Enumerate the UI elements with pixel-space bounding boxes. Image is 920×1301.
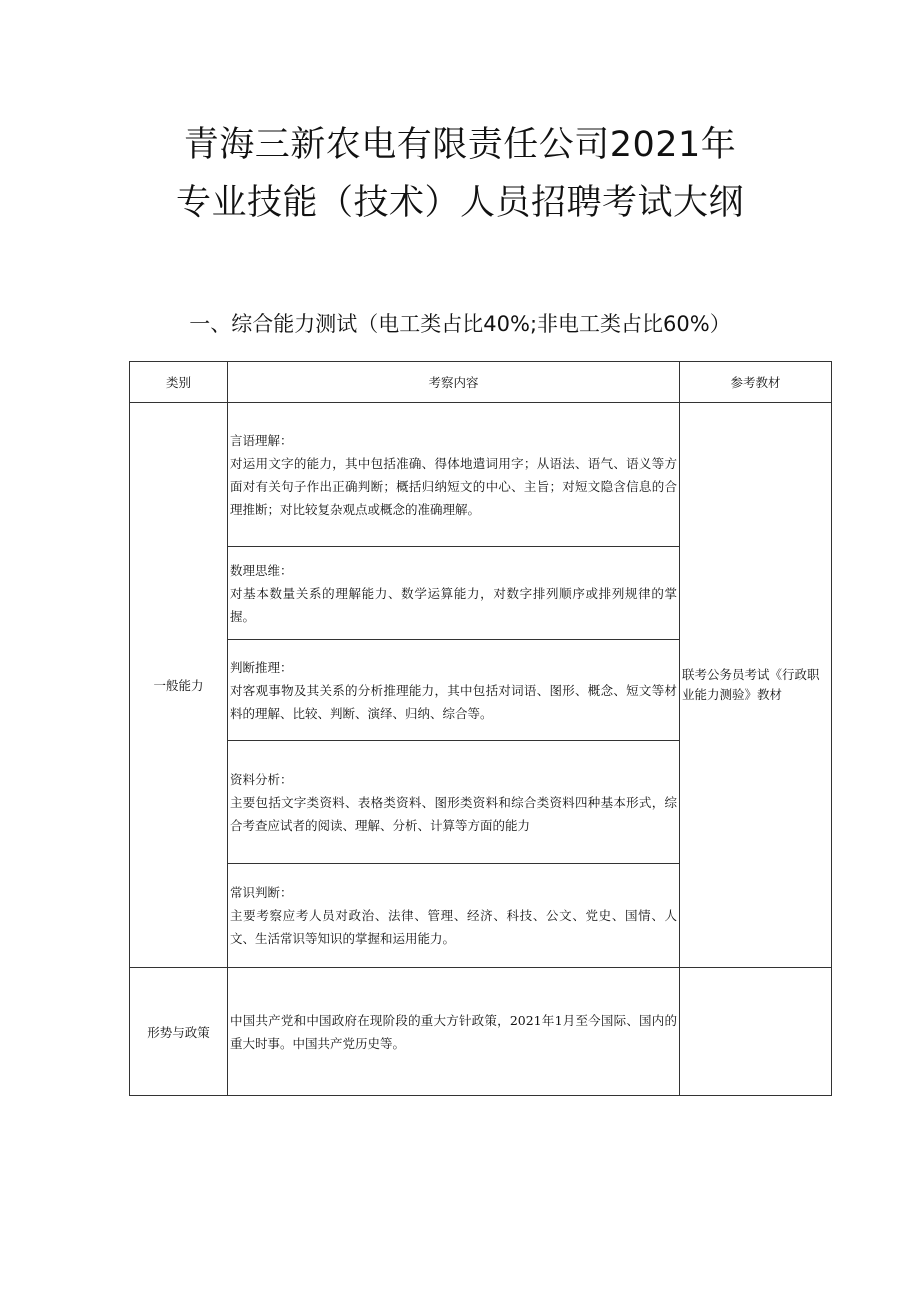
- section-heading: 一、综合能力测试（电工类占比40%;非电工类占比60%）: [189, 312, 731, 336]
- reference-policy: [680, 968, 832, 1096]
- content-common-sense: [228, 864, 680, 968]
- item-desc: 主要包括文字类资料、表格类资料、图形类资料和综合类资料四种基本形式，综合考查应试者的阅读、理解、分析、计算等方面的能力: [230, 794, 677, 833]
- item-title: 判断推理：: [230, 659, 293, 675]
- table-row: [130, 403, 832, 547]
- item-desc: 对运用文字的能力，其中包括准确、得体地遣词用字；从语法、语气、语义等方面对有关句子作出正确判断；概括归纳短文的中心、主旨；对短文隐含信息的合理推断；对比较复杂观点或概念的准确理解。: [230, 455, 677, 517]
- content-verbal: [228, 403, 680, 547]
- item-title: 常识判断：: [230, 885, 293, 900]
- header-content: 考察内容: [228, 362, 680, 403]
- item-desc: 对客观事物及其关系的分析推理能力，其中包括对词语、图形、概念、短文等材料的理解、比较、判断、演绎、归纳、综合等。: [230, 682, 677, 721]
- item-desc: 对基本数量关系的理解能力、数学运算能力，对数字排列顺序或排列规律的掌握。: [230, 585, 677, 624]
- exam-outline-table: [129, 361, 832, 1096]
- content-math: [228, 547, 680, 640]
- document-title-line1: 青海三新农电有限责任公司2021年: [183, 125, 737, 165]
- header-category: 类别: [130, 362, 228, 403]
- item-title: 资料分析：: [230, 771, 293, 787]
- item-desc: 主要考察应考人员对政治、法律、管理、经济、科技、公文、党史、国情、人文、生活常识等知识的掌握和运用能力。: [230, 908, 677, 946]
- category-policy: 形势与政策: [130, 968, 228, 1096]
- table-row: [130, 968, 832, 1096]
- item-title: 言语理解：: [230, 432, 293, 448]
- reference-general: 联考公务员考试《行政职业能力测验》教材: [680, 403, 832, 968]
- table-header-row: [130, 362, 832, 403]
- category-general: 一般能力: [130, 403, 228, 968]
- content-data-analysis: [228, 741, 680, 864]
- content-reasoning: [228, 640, 680, 741]
- header-reference: 参考教材: [680, 362, 832, 403]
- item-title: 数理思维：: [230, 562, 293, 578]
- content-policy: 中国共产党和中国政府在现阶段的重大方针政策，2021年1月至今国际、国内的重大时事。中国共产党历史等。: [228, 968, 680, 1096]
- document-title-line2: 专业技能（技术）人员招聘考试大纲: [175, 183, 744, 223]
